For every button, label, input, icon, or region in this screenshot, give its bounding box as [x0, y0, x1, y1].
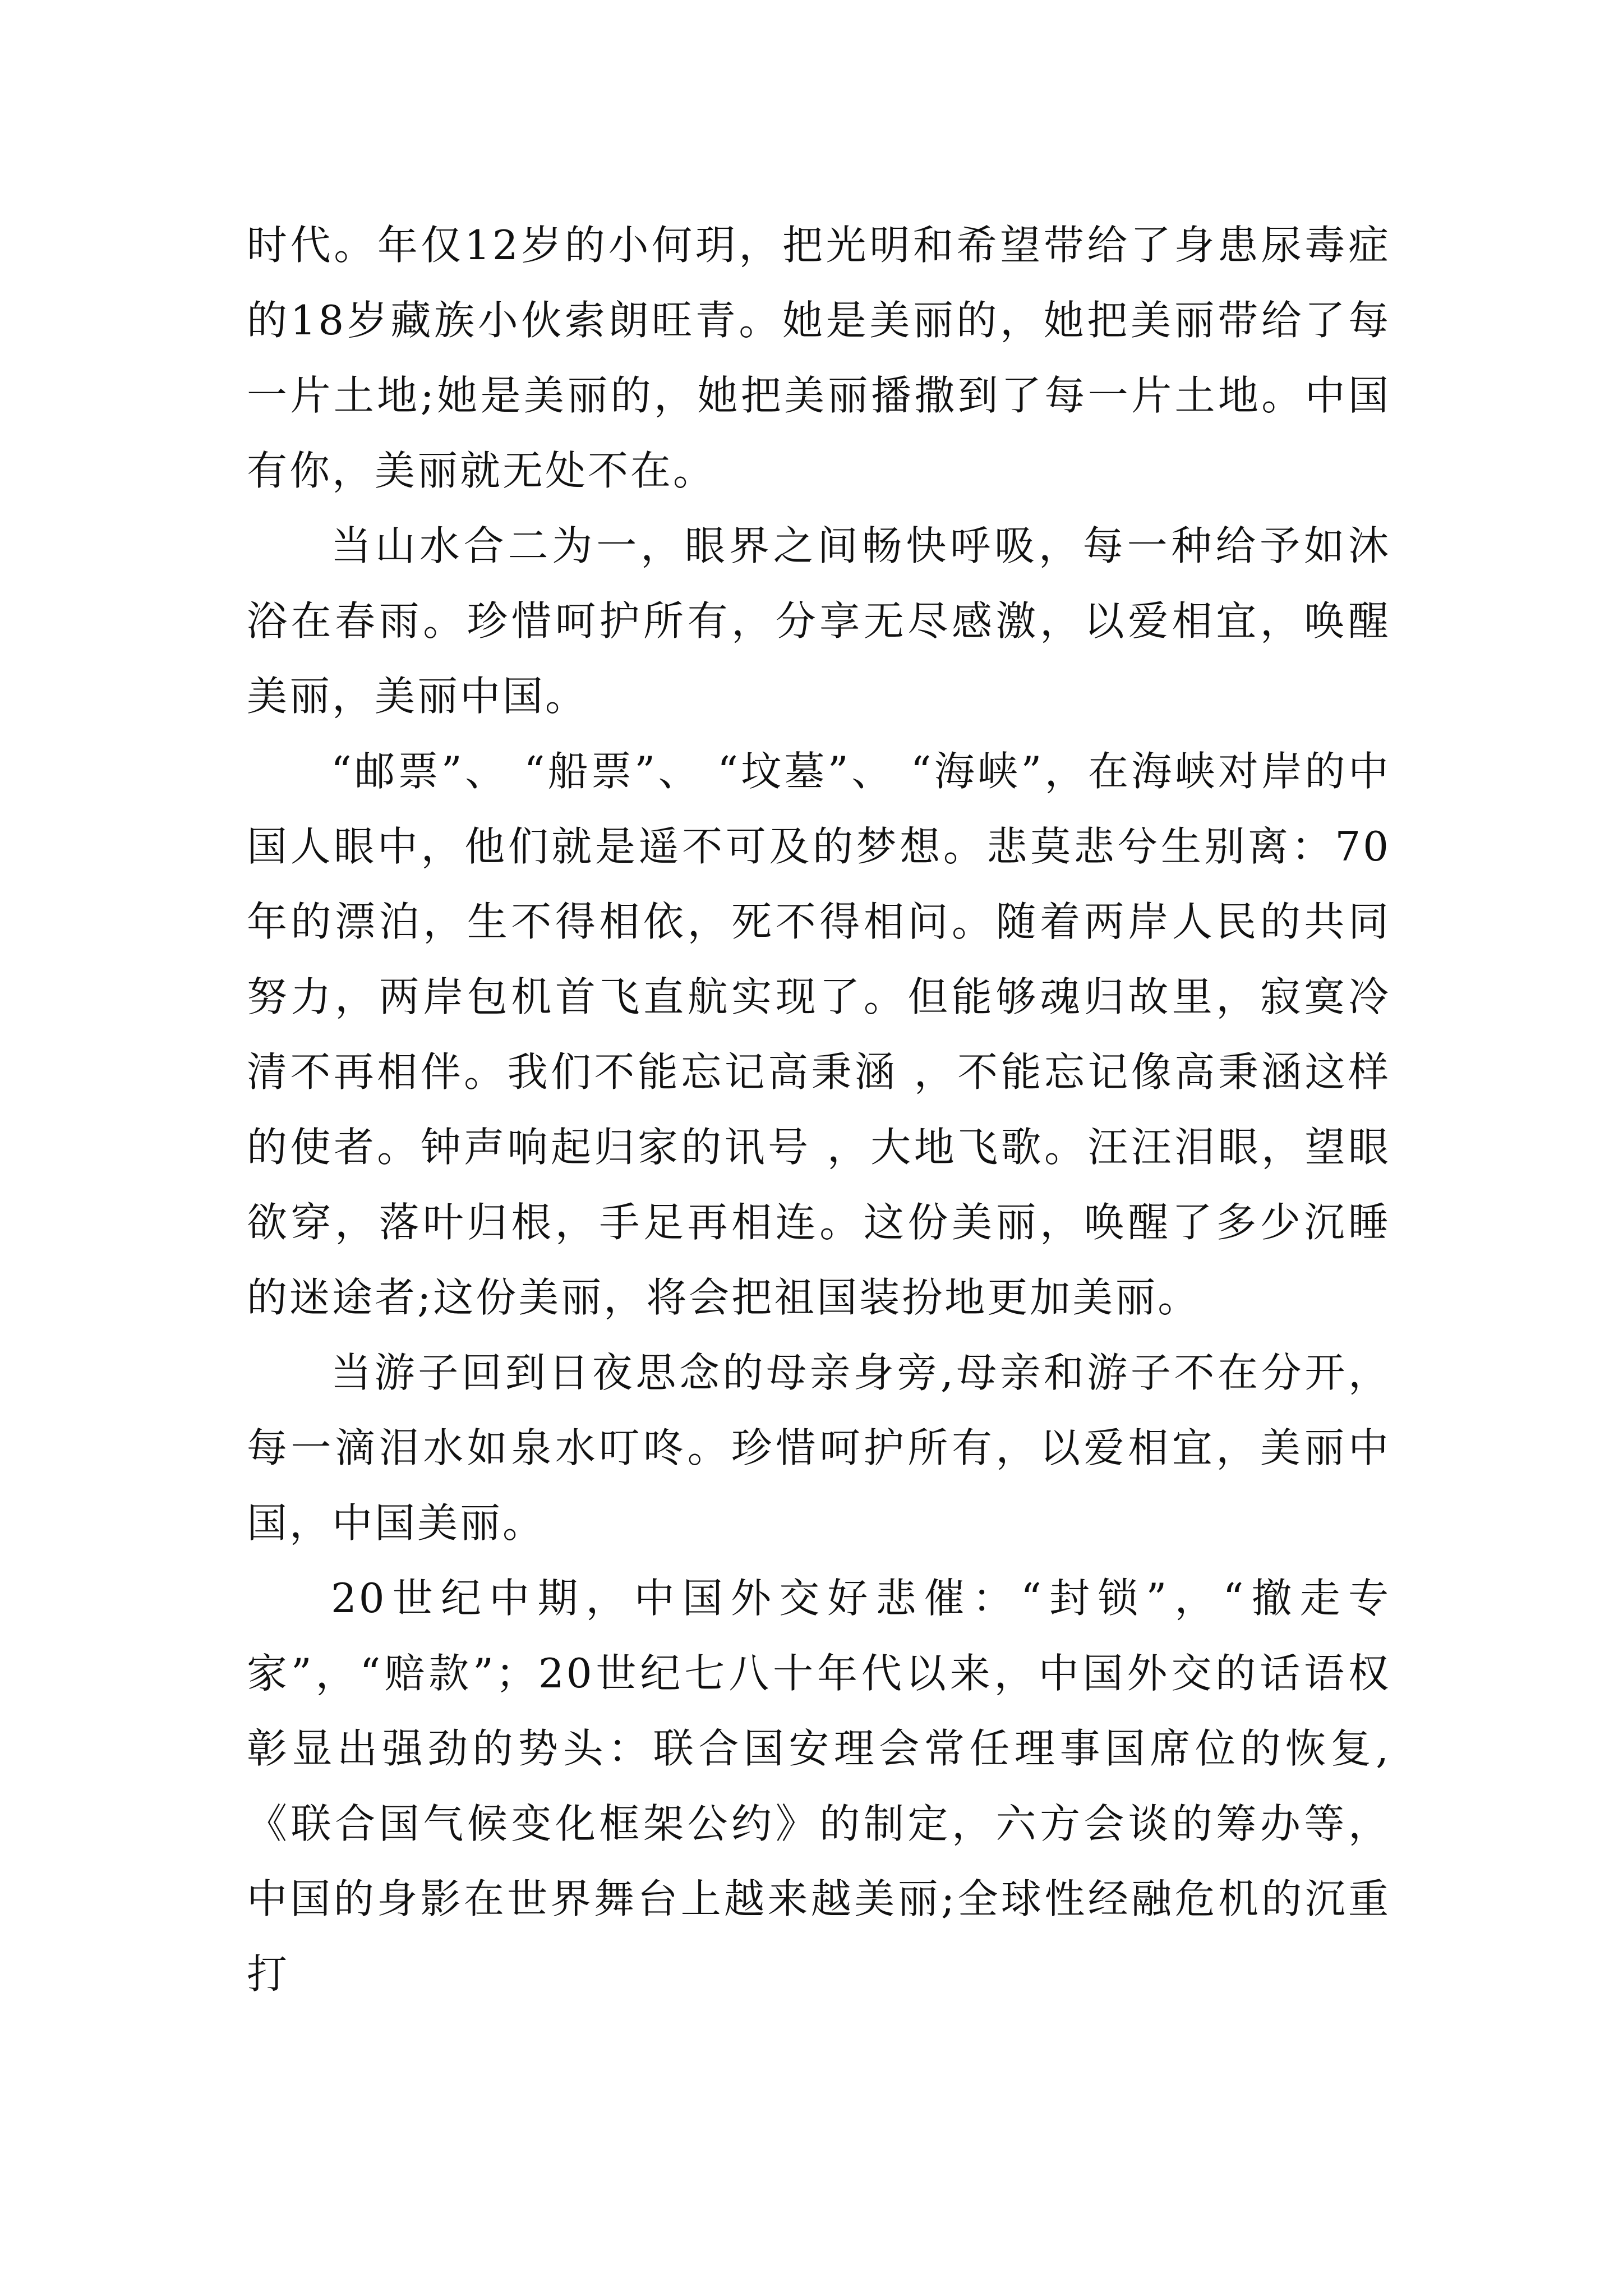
body-text — [247, 208, 1391, 2012]
paragraph: 当游子回到日夜思念的母亲身旁,母亲和游子不在分开，每一滴泪水如泉水叮咚。珍惜呵护所有，以爱相宜，美丽中国，中国美丽。 — [247, 1349, 1391, 1547]
paragraph: “邮票”、 “船票”、 “坟墓”、 “海峡”，在海峡对岸的中国人眼中，他们就是遥不可及的梦想。悲莫悲兮生别离：70年的漂泊，生不得相依，死不得相问。随着两岸人民的共同努力，两岸包机首飞直航实现了。但能够魂归故里，寂寞冷清不再相伴。我们不能忘记高秉涵 ，不能忘记像高秉涵这样的使者。钟声响起归家的讯号 ，大地飞歌。汪汪泪眼，望眼欲穿，落叶归根，手足再相连。这份美丽，唤醒了多少沉睡的迷途者;这份美丽，将会把祖国装扮地更加美丽。 — [247, 748, 1391, 1321]
paragraph: 20世纪中期，中国外交好悲催：“封锁”，“撤走专家”，“赔款”；20世纪七八十年代以来，中国外交的话语权彰显出强劲的势头：联合国安理会常任理事国席位的恢复,《联合国气候变化框架公约》的制定，六方会谈的筹办等，中国的身影在世界舞台上越来越美丽;全球性经融危机的沉重打 — [247, 1575, 1391, 1998]
paragraph-continuation: 时代。年仅12岁的小何玥，把光明和希望带给了身患尿毒症的18岁藏族小伙索朗旺青。她是美丽的，她把美丽带给了每一片土地;她是美丽的，她把美丽播撒到了每一片土地。中国有你，美丽就无处不在。 — [247, 222, 1391, 494]
paragraph: 当山水合二为一，眼界之间畅快呼吸，每一种给予如沐浴在春雨。珍惜呵护所有，分享无尽感激，以爱相宜，唤醒美丽，美丽中国。 — [247, 522, 1391, 720]
